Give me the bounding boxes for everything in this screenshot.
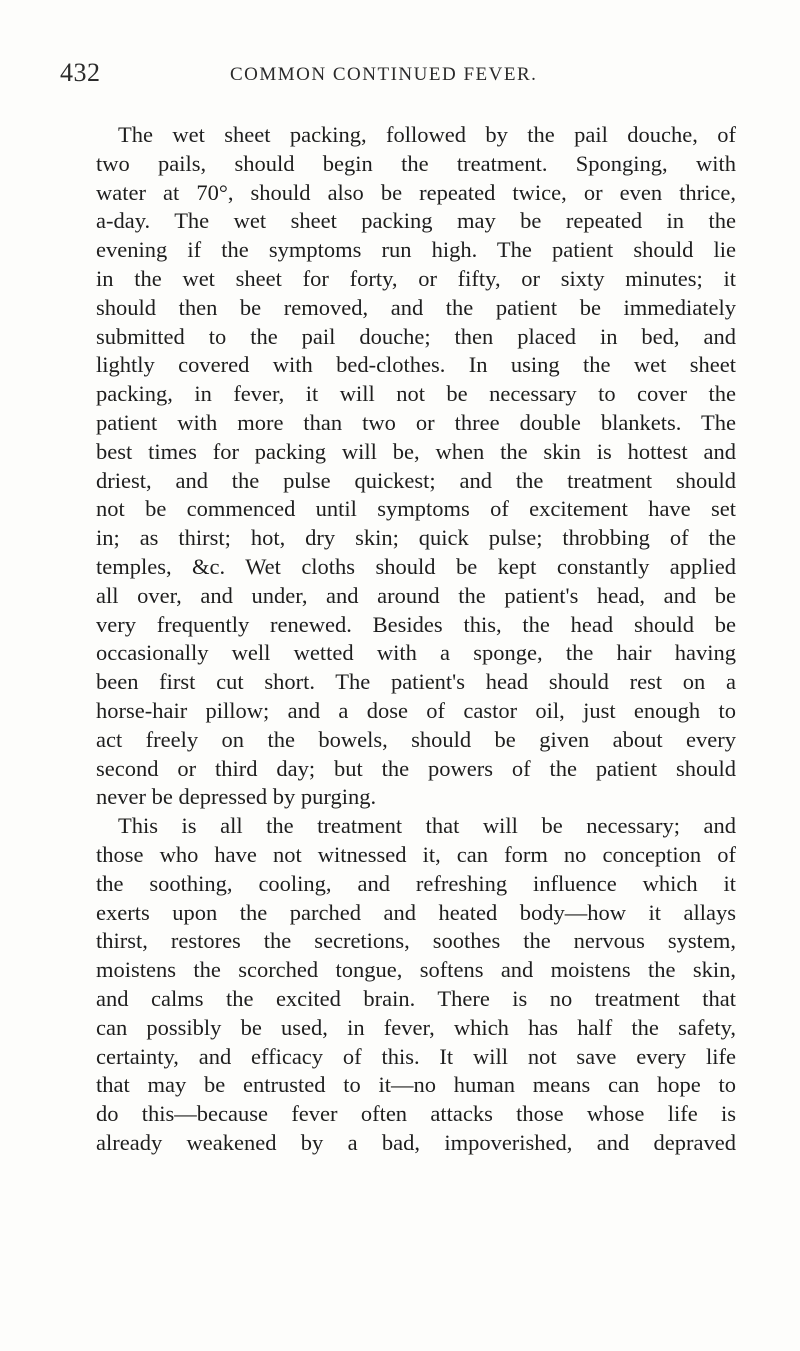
text-line: moistens the scorched tongue, softens and moistens the skin, <box>96 957 736 983</box>
page-number: 432 <box>60 58 101 87</box>
text-line: never be depressed by purging. <box>96 784 377 810</box>
text-line: thirst, restores the secretions, soothes the nervous system, <box>96 928 736 954</box>
text-line: temples, &c. Wet cloths should be kept constantly applied <box>96 553 736 579</box>
text-line: occasionally well wetted with a sponge, the hair having <box>96 640 736 666</box>
text-line: all over, and under, and around the patient's head, and be <box>96 582 736 608</box>
text-line: exerts upon the parched and heated body—how it allays <box>96 899 736 925</box>
body-text <box>96 121 736 1158</box>
text-line: in the wet sheet for forty, or fifty, or sixty minutes; it <box>96 265 736 291</box>
text-line: certainty, and efficacy of this. It will not save every life <box>96 1043 736 1069</box>
text-line: not be commenced until symptoms of excitement have set <box>96 496 736 522</box>
text-line: that may be entrusted to it—no human means can hope to <box>96 1072 736 1098</box>
text-line: water at 70°, should also be repeated twice, or even thrice, <box>96 179 736 205</box>
text-line: This is all the treatment that will be necessary; and <box>118 813 736 839</box>
text-line: those who have not witnessed it, can form no conception of <box>96 841 736 867</box>
text-line: already weakened by a bad, impoverished, and depraved <box>96 1129 736 1155</box>
text-line: submitted to the pail douche; then placed in bed, and <box>96 323 736 349</box>
text-line: best times for packing will be, when the skin is hottest and <box>96 438 736 464</box>
text-line: the soothing, cooling, and refreshing influence which it <box>96 870 736 896</box>
text-line: lightly covered with bed-clothes. In using the wet sheet <box>96 352 736 378</box>
text-line: do this—because fever often attacks those whose life is <box>96 1101 736 1127</box>
text-line: should then be removed, and the patient be immediately <box>96 294 736 320</box>
text-line: act freely on the bowels, should be given about every <box>96 726 736 752</box>
text-line: very frequently renewed. Besides this, the head should be <box>96 611 736 637</box>
text-line: in; as thirst; hot, dry skin; quick pulse; throbbing of the <box>96 525 736 551</box>
text-line: horse-hair pillow; and a dose of castor oil, just enough to <box>96 697 736 723</box>
text-line: can possibly be used, in fever, which has half the safety, <box>96 1014 736 1040</box>
text-line: two pails, should begin the treatment. Sponging, with <box>96 150 736 176</box>
text-line: and calms the excited brain. There is no treatment that <box>96 985 736 1011</box>
text-line: The wet sheet packing, followed by the pail douche, of <box>118 122 736 147</box>
paragraph-1 <box>96 121 736 812</box>
paragraph-2 <box>96 812 736 1158</box>
text-line: a-day. The wet sheet packing may be repeated in the <box>96 208 736 234</box>
text-line: patient with more than two or three double blankets. The <box>96 409 736 435</box>
running-title: COMMON CONTINUED FEVER. <box>230 64 538 85</box>
text-line: driest, and the pulse quickest; and the treatment should <box>96 467 736 493</box>
text-line: packing, in fever, it will not be necessary to cover the <box>96 381 736 407</box>
text-line: been first cut short. The patient's head should rest on a <box>96 669 736 695</box>
text-line: evening if the symptoms run high. The patient should lie <box>96 237 736 263</box>
text-line: second or third day; but the powers of the patient should <box>96 755 736 781</box>
